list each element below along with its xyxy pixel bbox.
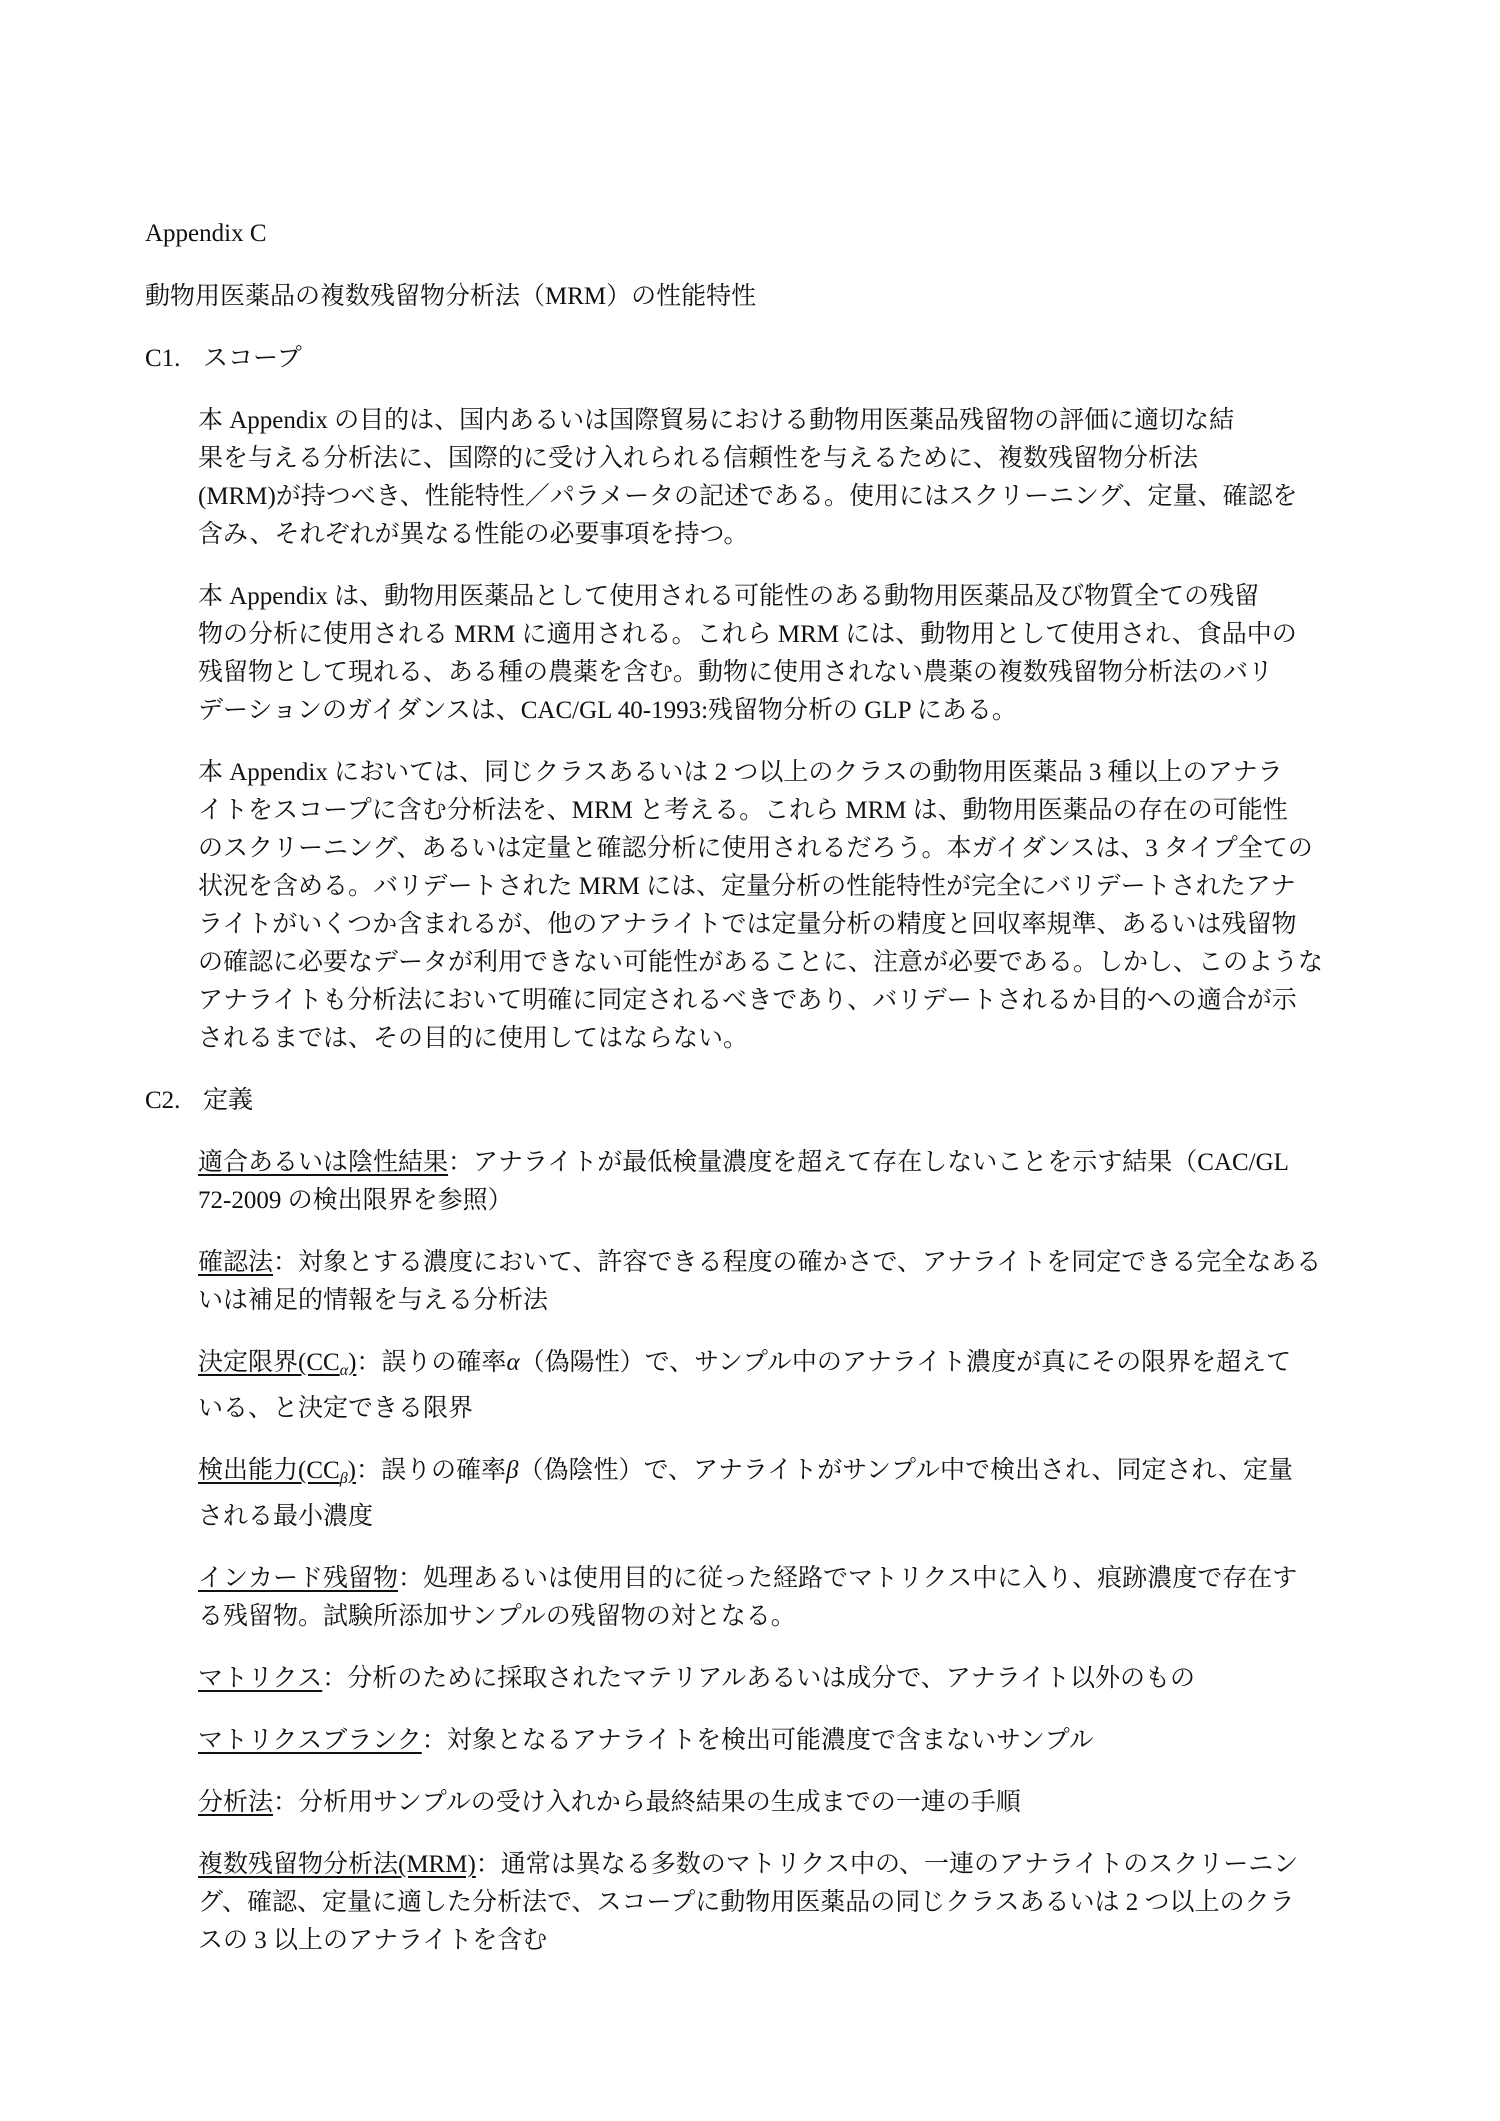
text-line <box>198 1344 1355 1390</box>
document-content <box>145 215 1355 1984</box>
definition-item <box>198 1144 1355 1220</box>
definition-text: ：分析用サンプルの受け入れから最終結果の生成までの一連の手順 <box>273 1789 1021 1816</box>
text-line: されるまでは、その目的に使用してはならない。 <box>198 1025 749 1052</box>
section-title: 定義 <box>203 1087 254 1114</box>
text-line <box>198 1784 1355 1822</box>
text-line <box>198 1560 1355 1598</box>
definition-term: マトリクス <box>198 1665 323 1692</box>
section-number: C1. <box>145 345 181 372</box>
term-close: ) <box>348 1349 357 1376</box>
text-line: 含み、それぞれが異なる性能の必要事項を持つ。 <box>198 521 749 548</box>
text-line: イトをスコープに含む分析法を、MRM と考える。これら MRM は、動物用医薬品の存在の可能性 <box>198 797 1288 824</box>
definition-item <box>198 1560 1355 1636</box>
definition-item <box>198 1784 1355 1822</box>
text-line: ライトがいくつか含まれるが、他のアナライトでは定量分析の精度と回収率規準、あるいは残留物 <box>198 911 1297 938</box>
definition-term: 分析法 <box>198 1789 274 1816</box>
definition-text: ：アナライトが最低検量濃度を超えて存在しないことを示す結果（CAC/GL <box>448 1149 1289 1176</box>
term-text: 検出能力(CC <box>198 1457 340 1484</box>
text-line: の確認に必要なデータが利用できない可能性があることに、注意が必要である。しかし、このような <box>198 949 1324 976</box>
paragraph <box>198 402 1355 554</box>
definition-text: ：分析のために採取されたマテリアルあるいは成分で、アナライト以外のもの <box>322 1665 1196 1692</box>
text-line: デーションのガイダンスは、CAC/GL 40-1993:残留物分析の GLP にある。 <box>198 697 1017 724</box>
definition-text: ：通常は異なる多数のマトリクス中の、一連のアナライトのスクリーニン <box>475 1851 1299 1878</box>
definition-item <box>198 1452 1355 1536</box>
text-line: のスクリーニング、あるいは定量と確認分析に使用されるだろう。本ガイダンスは、3 タイプ全ての <box>198 835 1313 862</box>
definition-item <box>198 1660 1355 1698</box>
definition-term: 複数残留物分析法(MRM) <box>198 1851 476 1878</box>
definition-term <box>198 1349 357 1379</box>
text-line: グ、確認、定量に適した分析法で、スコープに動物用医薬品の同じクラスあるいは 2 つ以上のクラ <box>198 1889 1295 1916</box>
text-line: (MRM)が持つべき、性能特性／パラメータの記述である。使用にはスクリーニング、定量、確認を <box>198 483 1298 510</box>
text-line: 本 Appendix の目的は、国内あるいは国際貿易における動物用医薬品残留物の評価に適切な結 <box>198 407 1235 434</box>
greek-symbol: α <box>506 1349 520 1376</box>
text-line: いは補足的情報を与える分析法 <box>198 1287 549 1314</box>
text-line <box>198 1244 1355 1282</box>
text-line: 状況を含める。バリデートされた MRM には、定量分析の性能特性が完全にバリデートされたアナ <box>198 873 1296 900</box>
definition-item <box>198 1344 1355 1428</box>
definition-text: ：対象とする濃度において、許容できる程度の確かさで、アナライトを同定できる完全なある <box>273 1249 1322 1276</box>
text-line: 本 Appendix は、動物用医薬品として使用される可能性のある動物用医薬品及び物質全ての残留 <box>198 583 1260 610</box>
text-line: スの 3 以上のアナライトを含む <box>198 1927 548 1954</box>
text-line <box>198 1722 1355 1760</box>
text-line: いる、と決定できる限界 <box>198 1395 474 1422</box>
text-line: 果を与える分析法に、国際的に受け入れられる信頼性を与えるために、複数残留物分析法 <box>198 445 1199 472</box>
term-text: 決定限界(CC <box>198 1349 340 1376</box>
text-line <box>198 1452 1355 1498</box>
text-line: る残留物。試験所添加サンプルの残留物の対となる。 <box>198 1603 796 1630</box>
definition-term: インカード残留物 <box>198 1565 399 1592</box>
definition-text: （偽陽性）で、サンプル中のアナライト濃度が真にその限界を超えて <box>519 1349 1292 1376</box>
term-close: ) <box>347 1457 356 1484</box>
text-line <box>198 1660 1355 1698</box>
definition-item <box>198 1846 1355 1960</box>
section-number: C2. <box>145 1087 181 1114</box>
text-line: 本 Appendix においては、同じクラスあるいは 2 つ以上のクラスの動物用医薬品 3 種以上のアナラ <box>198 759 1283 786</box>
text-line: 72-2009 の検出限界を参照） <box>198 1187 513 1214</box>
text-line: 物の分析に使用される MRM に適用される。これら MRM には、動物用として使用され、食品中の <box>198 621 1297 648</box>
section-c2-body <box>198 1144 1355 1960</box>
section-title: スコープ <box>203 345 302 372</box>
term-subscript: α <box>339 1362 349 1379</box>
paragraph <box>198 578 1355 730</box>
term-subscript: β <box>339 1470 348 1487</box>
definition-term: マトリクスブランク <box>198 1727 422 1754</box>
section-heading-c1 <box>145 340 1355 378</box>
definition-text: ：誤りの確率 <box>356 1349 507 1376</box>
section-c1-body <box>198 402 1355 1058</box>
appendix-label: Appendix C <box>145 220 267 247</box>
text-line <box>198 1144 1355 1182</box>
definition-item <box>198 1244 1355 1320</box>
greek-symbol: β <box>506 1457 519 1484</box>
definition-term <box>198 1457 356 1487</box>
definition-item <box>198 1722 1355 1760</box>
text-line: される最小濃度 <box>198 1503 374 1530</box>
definition-term: 確認法 <box>198 1249 274 1276</box>
text-line: 残留物として現れる、ある種の農薬を含む。動物に使用されない農薬の複数残留物分析法のバリ <box>198 659 1274 686</box>
text-line <box>198 1846 1355 1884</box>
definition-term: 適合あるいは陰性結果 <box>198 1149 449 1176</box>
definition-text: ：対象となるアナライトを検出可能濃度で含まないサンプル <box>421 1727 1094 1754</box>
definition-text: ：処理あるいは使用目的に従った経路でマトリクス中に入り、痕跡濃度で存在す <box>398 1565 1298 1592</box>
document-title: 動物用医薬品の複数残留物分析法（MRM）の性能特性 <box>145 283 757 310</box>
definition-text: （偽陰性）で、アナライトがサンプル中で検出され、同定され、定量 <box>518 1457 1293 1484</box>
definition-text: ：誤りの確率 <box>355 1457 506 1484</box>
paragraph <box>198 754 1355 1058</box>
section-heading-c2 <box>145 1082 1355 1120</box>
text-line: アナライトも分析法において明確に同定されるべきであり、バリデートされるか目的への適合が示 <box>198 987 1297 1014</box>
